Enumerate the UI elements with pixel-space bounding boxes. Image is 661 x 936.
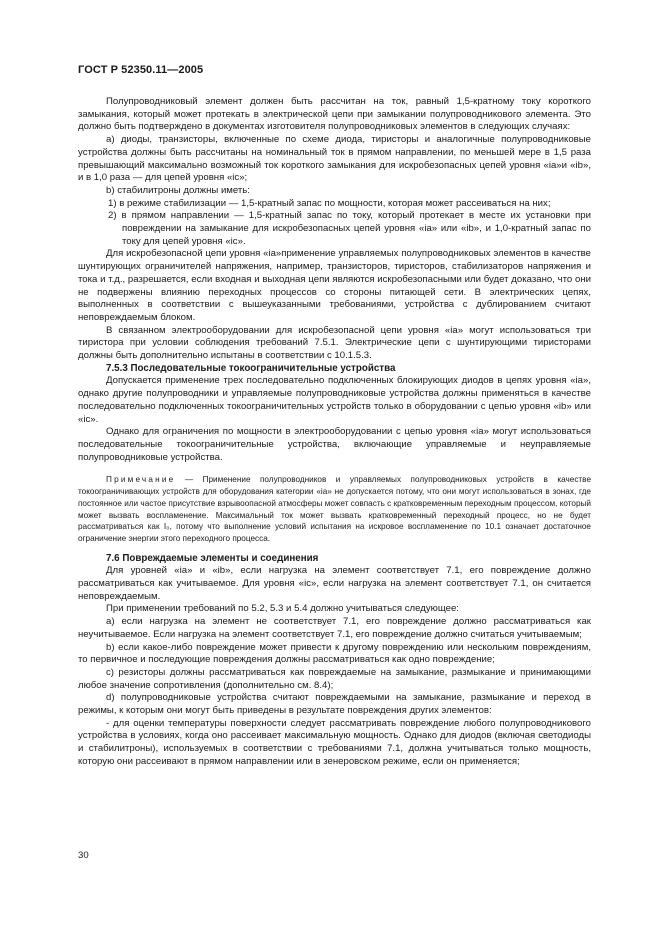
paragraph: В связанном электрооборудовании для искробезопасной цепи уровня «ia» могут использоваться три тиристора при условии соблюдения требований 7.5.1. Электрические цепи с шунтирующими тиристорами должны быть дополнительно испытаны в соответствии с 10.1.5.3. (78, 324, 591, 362)
section-heading-7-6: 7.6 Повреждаемые элементы и соединения (106, 552, 319, 564)
sub-item-2: 2) в прямом направлении — 1,5-кратный запас по току, который протекает в месте их установки при повреждении на замыкание для искробезопасных цепей уровня «ia» или «ib», и 1,0-кратный запас по току для цепей уровня «ic». (108, 210, 591, 247)
paragraph: При применении требований по 5.2, 5.3 и 5.4 должно учитываться следующее: (106, 603, 459, 615)
paragraph: Полупроводниковый элемент должен быть рассчитан на ток, равный 1,5-кратному току короткого замыкания, который может протекать в электрической цепи при замыкании полупроводникового элемента. Это должно быть подтверждено в документах изготовителя полупроводниковых элементов в следующих случаях: (78, 96, 591, 133)
dash-item: - для оценки температуры поверхности следует рассматривать повреждение любого полупроводникового устройства в условиях, когда оно рассеивает максимальную мощность. Однако для диодов (включая светодиоды и стабилитроны), используемых в соответствии с требованиями 7.1, должна учитываться только мощность, которую они рассеивают в прямом направлении или в зенеровском режиме, если он применяется; (78, 717, 591, 767)
sub-item-1: 1) в режиме стабилизации — 1,5-кратный запас по мощности, которая может рассеиваться на них; (108, 197, 551, 209)
note (78, 474, 591, 544)
list-item-a: a) диоды, транзисторы, включенные по схеме диода, тиристоры и аналогичные полупроводниковые устройства должны быть рассчитаны на номинальный ток в прямом направлении, по меньшей мере в 1,5 раза превышающий максимально возможный ток короткого замыкания для искробезопасных цепей уровня «ia»и «ib», и в 1,0 раза — для цепей уровня «ic»; (78, 134, 591, 184)
paragraph: Для искробезопасной цепи уровня «ia»применение управляемых полупроводниковых элементов в качестве шунтирующих ограничителей напряжения, например, транзисторов, тиристоров, стабилизаторов напряжения и тока и т.д., разрешается, если входная и выходная цепи являются искробезопасными или будет доказано, что они не подвержены влиянию переходных процессов со стороны питающей сети. В электрических цепях, выполненных в соответствии с вышеуказанными требованиями, устройства с дублированием считают неповреждаемым блоком. (78, 248, 591, 323)
list-item-d: d) полупроводниковые устройства считают повреждаемыми на замыкание, размыкание и переход в режимы, к которым они могут быть приведены в результате повреждения других элементов: (78, 692, 591, 717)
list-item-a: a) если нагрузка на элемент не соответствует 7.1, его повреждение должно рассматриваться как неучитываемое. Если нагрузка на элемент соответствует 7.1, его повреждение должно считаться учитываемым; (78, 616, 591, 640)
paragraph: Для уровней «ia» и «ib», если нагрузка на элемент соответствует 7.1, его повреждение должно рассматриваться как учитываемое. Для уровня «ic», если нагрузка на элемент соответствует 7.1, он считается неповреждаемым. (78, 565, 591, 602)
document-body (78, 96, 591, 769)
paragraph: Допускается применение трех последовательно подключенных блокирующих диодов в цепях уровня «ia», однако другие полупроводники и управляемые полупроводниковые устройства должны применяться в качестве последовательно подключенных токоограничительных устройств только в оборудовании с цепью уровня «ib» или «ic». (78, 375, 591, 425)
note-text: — Применение полупроводников и управляемых полупроводниковых устройств в качестве токоограничивающих устройств для оборудования категории «ia» не допускается потому, что они могут использоваться в зонах, где постоянное или частое присутствие взрывоопасной атмосферы может совпасть с кратковременным переходным процессом, который может вызвать воспламенение. Максимальный ток может вызвать кратковременный переходный процесс, но не будет рассматриваться как I₀, потому что выполнение условий испытания на искровое воспламенение по 10.1 означает достаточное ограничение энергии этого переходного процесса. (78, 475, 591, 543)
standard-header: ГОСТ Р 52350.11—2005 (78, 64, 204, 76)
section-heading-7-5-3: 7.5.3 Последовательные токоограничительные устройства (106, 362, 396, 374)
paragraph: Однако для ограничения по мощности в электрооборудовании с цепью уровня «ia» могут использоваться последовательные токоограничительные устройства, включающие управляемые и неуправляемые полупроводниковые устройства. (78, 426, 591, 463)
page-number: 30 (78, 850, 89, 861)
note-label: Примечание (106, 475, 176, 485)
list-item-b: b) если какое-либо повреждение может привести к другому повреждению или нескольким повреждениям, то первичное и последующие повреждения должны рассматриваться как одно повреждение; (78, 641, 591, 666)
list-item-c: c) резисторы должны рассматриваться как повреждаемые на замыкание, размыкание и принимающими любое значение сопротивления (дополнительно см. 8.4); (78, 666, 591, 691)
list-item-b: b) стабилитроны должны иметь: (106, 184, 250, 196)
